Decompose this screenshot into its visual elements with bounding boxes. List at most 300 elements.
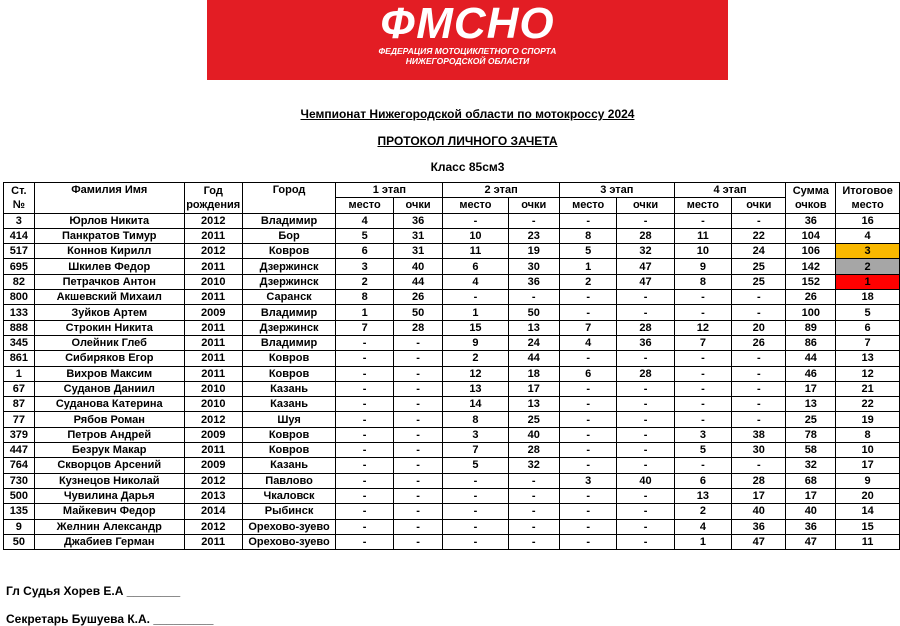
- final-place-cell: 1: [836, 274, 900, 289]
- stage1-points-cell: -: [393, 519, 442, 534]
- birth-year-cell: 2009: [184, 458, 242, 473]
- final-place-header: Итоговое место: [836, 183, 900, 214]
- stage4-points-cell: 40: [732, 504, 786, 519]
- stage1-place-cell: -: [336, 504, 393, 519]
- start-number-cell: 730: [4, 473, 35, 488]
- sum-cell: 26: [786, 290, 836, 305]
- stage3-place-cell: 6: [559, 366, 616, 381]
- table-row: [4, 488, 900, 503]
- stage1-points-cell: -: [393, 351, 442, 366]
- stage1-place-cell: -: [336, 458, 393, 473]
- name-cell: Панкратов Тимур: [34, 228, 184, 243]
- stage4-points-cell: 36: [732, 519, 786, 534]
- start-number-cell: 133: [4, 305, 35, 320]
- name-cell: Петров Андрей: [34, 427, 184, 442]
- city-cell: Казань: [242, 458, 336, 473]
- stage4-points-cell: 20: [732, 320, 786, 335]
- birth-year-cell: 2012: [184, 412, 242, 427]
- start-number-cell: 500: [4, 488, 35, 503]
- city-cell: Владимир: [242, 213, 336, 228]
- stage4-header: 4 этап: [674, 183, 786, 198]
- stage4-points-cell: 30: [732, 443, 786, 458]
- start-number-cell: 517: [4, 244, 35, 259]
- city-cell: Саранск: [242, 290, 336, 305]
- city-cell: Дзержинск: [242, 274, 336, 289]
- final-place-cell: 7: [836, 335, 900, 350]
- birth-year-cell: 2010: [184, 274, 242, 289]
- stage3-place-cell: 7: [559, 320, 616, 335]
- sum-cell: 78: [786, 427, 836, 442]
- stage3-place-cell: -: [559, 351, 616, 366]
- stage2-points-cell: 44: [508, 351, 559, 366]
- stage2-points-cell: 13: [508, 320, 559, 335]
- stage2-place-cell: 12: [443, 366, 508, 381]
- stage3-place-cell: 4: [559, 335, 616, 350]
- stage4-points-cell: 17: [732, 488, 786, 503]
- birth-year-cell: 2011: [184, 366, 242, 381]
- table-row: [4, 351, 900, 366]
- stage4-points-cell: -: [732, 381, 786, 396]
- table-row: [4, 244, 900, 259]
- final-place-cell: 3: [836, 244, 900, 259]
- stage4-points-cell: -: [732, 412, 786, 427]
- city-cell: Ковров: [242, 443, 336, 458]
- stage2-place-cell: 9: [443, 335, 508, 350]
- stage3-place-cell: -: [559, 213, 616, 228]
- stage3-place-cell: -: [559, 427, 616, 442]
- stage1-place-cell: -: [336, 366, 393, 381]
- stage3-points-cell: -: [617, 351, 674, 366]
- final-place-cell: 17: [836, 458, 900, 473]
- birth-year-cell: 2011: [184, 534, 242, 549]
- stage2-points-header: очки: [508, 198, 559, 213]
- table-row: [4, 305, 900, 320]
- city-cell: Орехово-зуево: [242, 519, 336, 534]
- stage1-place-cell: 8: [336, 290, 393, 305]
- stage3-place-cell: -: [559, 534, 616, 549]
- stage1-points-cell: -: [393, 458, 442, 473]
- stage3-place-cell: -: [559, 519, 616, 534]
- stage4-points-cell: 25: [732, 259, 786, 274]
- sum-cell: 68: [786, 473, 836, 488]
- stage4-points-cell: -: [732, 458, 786, 473]
- birth-year-cell: 2012: [184, 473, 242, 488]
- stage3-points-cell: 40: [617, 473, 674, 488]
- stage2-points-cell: 19: [508, 244, 559, 259]
- start-number-cell: 447: [4, 443, 35, 458]
- final-place-cell: 18: [836, 290, 900, 305]
- stage3-place-cell: 8: [559, 228, 616, 243]
- stage2-points-cell: -: [508, 519, 559, 534]
- final-place-cell: 16: [836, 213, 900, 228]
- stage2-place-cell: -: [443, 504, 508, 519]
- stage2-points-cell: -: [508, 504, 559, 519]
- stage4-place-cell: 3: [674, 427, 731, 442]
- name-cell: Петрачков Антон: [34, 274, 184, 289]
- stage3-points-cell: 28: [617, 228, 674, 243]
- sum-cell: 44: [786, 351, 836, 366]
- stage3-place-cell: -: [559, 397, 616, 412]
- stage3-place-cell: -: [559, 412, 616, 427]
- stage4-points-header: очки: [732, 198, 786, 213]
- sum-cell: 25: [786, 412, 836, 427]
- stage1-place-cell: 5: [336, 228, 393, 243]
- stage4-place-cell: 2: [674, 504, 731, 519]
- stage3-place-cell: -: [559, 488, 616, 503]
- birth-year-cell: 2012: [184, 519, 242, 534]
- final-place-cell: 15: [836, 519, 900, 534]
- sum-cell: 36: [786, 519, 836, 534]
- sum-cell: 58: [786, 443, 836, 458]
- stage1-place-cell: -: [336, 351, 393, 366]
- sum-cell: 17: [786, 381, 836, 396]
- stage2-points-cell: -: [508, 473, 559, 488]
- stage1-points-cell: -: [393, 488, 442, 503]
- results-body: [4, 213, 900, 550]
- stage2-place-cell: -: [443, 213, 508, 228]
- stage4-points-cell: -: [732, 397, 786, 412]
- sum-cell: 100: [786, 305, 836, 320]
- stage4-points-cell: -: [732, 351, 786, 366]
- start-number-cell: 1: [4, 366, 35, 381]
- stage4-place-cell: -: [674, 397, 731, 412]
- final-place-cell: 14: [836, 504, 900, 519]
- stage2-points-cell: 23: [508, 228, 559, 243]
- final-place-cell: 9: [836, 473, 900, 488]
- stage1-points-cell: -: [393, 397, 442, 412]
- stage2-place-cell: 13: [443, 381, 508, 396]
- start-number-cell: 764: [4, 458, 35, 473]
- birth-year-cell: 2011: [184, 443, 242, 458]
- final-place-cell: 19: [836, 412, 900, 427]
- start-number-cell: 67: [4, 381, 35, 396]
- sum-cell: 32: [786, 458, 836, 473]
- stage3-points-cell: -: [617, 504, 674, 519]
- stage4-place-header: место: [674, 198, 731, 213]
- stage3-points-cell: 32: [617, 244, 674, 259]
- header-row-1: [4, 183, 900, 198]
- sum-cell: 36: [786, 213, 836, 228]
- table-row: [4, 381, 900, 396]
- table-row: [4, 427, 900, 442]
- name-cell: Майкевич Федор: [34, 504, 184, 519]
- stage4-place-cell: 10: [674, 244, 731, 259]
- stage3-points-cell: 47: [617, 274, 674, 289]
- start-number-cell: 9: [4, 519, 35, 534]
- sum-cell: 104: [786, 228, 836, 243]
- sum-cell: 13: [786, 397, 836, 412]
- birth-year-header: Год рождения: [184, 183, 242, 214]
- championship-title: Чемпионат Нижегородской области по мотокроссу 2024: [300, 107, 635, 121]
- stage3-points-cell: -: [617, 381, 674, 396]
- stage2-place-cell: 7: [443, 443, 508, 458]
- stage2-place-cell: -: [443, 534, 508, 549]
- birth-year-cell: 2012: [184, 213, 242, 228]
- start-number-cell: 695: [4, 259, 35, 274]
- stage1-place-cell: -: [336, 335, 393, 350]
- stage1-points-cell: -: [393, 473, 442, 488]
- stage2-points-cell: 13: [508, 397, 559, 412]
- final-place-cell: 8: [836, 427, 900, 442]
- stage4-place-cell: 7: [674, 335, 731, 350]
- table-row: [4, 213, 900, 228]
- sum-header: Сумма очков: [786, 183, 836, 214]
- sum-cell: 152: [786, 274, 836, 289]
- stage3-place-cell: -: [559, 443, 616, 458]
- stage4-place-cell: -: [674, 305, 731, 320]
- federation-logo: ФМСНО: [380, 0, 555, 48]
- final-place-cell: 13: [836, 351, 900, 366]
- birth-year-cell: 2011: [184, 259, 242, 274]
- stage1-points-cell: -: [393, 534, 442, 549]
- final-place-cell: 20: [836, 488, 900, 503]
- stage4-points-cell: 47: [732, 534, 786, 549]
- start-number-cell: 135: [4, 504, 35, 519]
- stage2-place-cell: 3: [443, 427, 508, 442]
- name-cell: Вихров Максим: [34, 366, 184, 381]
- sum-cell: 46: [786, 366, 836, 381]
- name-cell: Строкин Никита: [34, 320, 184, 335]
- table-row: [4, 290, 900, 305]
- birth-year-cell: 2009: [184, 305, 242, 320]
- stage1-place-cell: 6: [336, 244, 393, 259]
- stage4-place-cell: 4: [674, 519, 731, 534]
- final-place-cell: 21: [836, 381, 900, 396]
- stage3-points-cell: 28: [617, 366, 674, 381]
- stage2-place-cell: 15: [443, 320, 508, 335]
- org-name-line2: НИЖЕГОРОДСКОЙ ОБЛАСТИ: [405, 56, 530, 66]
- stage4-place-cell: -: [674, 213, 731, 228]
- stage1-points-cell: -: [393, 366, 442, 381]
- stage4-place-cell: 1: [674, 534, 731, 549]
- stage4-points-cell: 26: [732, 335, 786, 350]
- stage3-points-cell: 36: [617, 335, 674, 350]
- city-cell: Ковров: [242, 366, 336, 381]
- name-cell: Рябов Роман: [34, 412, 184, 427]
- stage2-points-cell: 30: [508, 259, 559, 274]
- stage2-place-cell: -: [443, 488, 508, 503]
- start-number-cell: 3: [4, 213, 35, 228]
- name-cell: Безрук Макар: [34, 443, 184, 458]
- stage2-points-cell: 36: [508, 274, 559, 289]
- final-place-cell: 6: [836, 320, 900, 335]
- stage3-points-cell: -: [617, 397, 674, 412]
- stage2-place-cell: 5: [443, 458, 508, 473]
- stage4-points-cell: -: [732, 305, 786, 320]
- stage1-points-header: очки: [393, 198, 442, 213]
- stage3-place-cell: -: [559, 381, 616, 396]
- name-cell: Акшевский Михаил: [34, 290, 184, 305]
- name-header: Фамилия Имя: [34, 183, 184, 214]
- birth-year-cell: 2013: [184, 488, 242, 503]
- stage2-points-cell: 17: [508, 381, 559, 396]
- city-cell: Дзержинск: [242, 320, 336, 335]
- stage4-points-cell: -: [732, 366, 786, 381]
- city-cell: Орехово-зуево: [242, 534, 336, 549]
- table-row: [4, 519, 900, 534]
- table-row: [4, 458, 900, 473]
- sum-cell: 142: [786, 259, 836, 274]
- stage4-place-cell: -: [674, 412, 731, 427]
- stage3-points-header: очки: [617, 198, 674, 213]
- stage2-place-cell: 2: [443, 351, 508, 366]
- birth-year-cell: 2010: [184, 397, 242, 412]
- stage1-place-cell: -: [336, 443, 393, 458]
- city-cell: Казань: [242, 381, 336, 396]
- name-cell: Скворцов Арсений: [34, 458, 184, 473]
- stage3-place-cell: 1: [559, 259, 616, 274]
- name-cell: Зуйков Артем: [34, 305, 184, 320]
- stage2-points-cell: 28: [508, 443, 559, 458]
- stage4-place-cell: -: [674, 381, 731, 396]
- stage3-points-cell: 47: [617, 259, 674, 274]
- stage3-place-cell: 5: [559, 244, 616, 259]
- stage3-place-cell: 2: [559, 274, 616, 289]
- stage2-place-cell: 14: [443, 397, 508, 412]
- name-cell: Юрлов Никита: [34, 213, 184, 228]
- city-cell: Шуя: [242, 412, 336, 427]
- table-row: [4, 320, 900, 335]
- birth-year-cell: 2009: [184, 427, 242, 442]
- start-number-cell: 800: [4, 290, 35, 305]
- stage4-points-cell: -: [732, 290, 786, 305]
- start-number-cell: 414: [4, 228, 35, 243]
- birth-year-cell: 2011: [184, 228, 242, 243]
- stage1-points-cell: 26: [393, 290, 442, 305]
- final-place-cell: 11: [836, 534, 900, 549]
- stage4-place-cell: -: [674, 458, 731, 473]
- table-row: [4, 397, 900, 412]
- stage1-points-cell: -: [393, 381, 442, 396]
- final-place-cell: 5: [836, 305, 900, 320]
- stage4-points-cell: 38: [732, 427, 786, 442]
- stage1-place-cell: 7: [336, 320, 393, 335]
- stage3-points-cell: -: [617, 519, 674, 534]
- stage1-points-cell: 50: [393, 305, 442, 320]
- stage2-points-cell: -: [508, 290, 559, 305]
- stage1-points-cell: 31: [393, 228, 442, 243]
- stage2-points-cell: -: [508, 488, 559, 503]
- final-place-cell: 10: [836, 443, 900, 458]
- stage3-place-cell: -: [559, 458, 616, 473]
- birth-year-cell: 2011: [184, 335, 242, 350]
- stage4-place-cell: -: [674, 366, 731, 381]
- start-number-cell: 345: [4, 335, 35, 350]
- stage2-points-cell: 40: [508, 427, 559, 442]
- stage2-place-cell: 4: [443, 274, 508, 289]
- city-cell: Бор: [242, 228, 336, 243]
- start-number-cell: 861: [4, 351, 35, 366]
- start-number-cell: 82: [4, 274, 35, 289]
- city-header: Город: [242, 183, 336, 214]
- stage2-place-cell: 1: [443, 305, 508, 320]
- stage1-place-cell: -: [336, 488, 393, 503]
- table-row: [4, 534, 900, 549]
- name-cell: Коннов Кирилл: [34, 244, 184, 259]
- final-place-cell: 12: [836, 366, 900, 381]
- sum-cell: 106: [786, 244, 836, 259]
- stage1-points-cell: -: [393, 427, 442, 442]
- stage2-points-cell: 50: [508, 305, 559, 320]
- city-cell: Павлово: [242, 473, 336, 488]
- stage4-place-cell: -: [674, 351, 731, 366]
- stage3-points-cell: -: [617, 427, 674, 442]
- birth-year-cell: 2010: [184, 381, 242, 396]
- stage3-place-cell: -: [559, 504, 616, 519]
- name-cell: Джабиев Герман: [34, 534, 184, 549]
- stage2-place-cell: 6: [443, 259, 508, 274]
- city-cell: Чкаловск: [242, 488, 336, 503]
- sum-cell: 89: [786, 320, 836, 335]
- name-cell: Олейник Глеб: [34, 335, 184, 350]
- start-number-header: Ст. №: [4, 183, 35, 214]
- birth-year-cell: 2011: [184, 351, 242, 366]
- stage2-points-cell: -: [508, 213, 559, 228]
- stage4-place-cell: 8: [674, 274, 731, 289]
- birth-year-cell: 2011: [184, 290, 242, 305]
- stage4-points-cell: 25: [732, 274, 786, 289]
- start-number-cell: 888: [4, 320, 35, 335]
- table-row: [4, 443, 900, 458]
- stage3-place-header: место: [559, 198, 616, 213]
- name-cell: Чувилина Дарья: [34, 488, 184, 503]
- birth-year-cell: 2012: [184, 244, 242, 259]
- final-place-cell: 2: [836, 259, 900, 274]
- stage4-points-cell: 28: [732, 473, 786, 488]
- stage3-header: 3 этап: [559, 183, 674, 198]
- sum-cell: 47: [786, 534, 836, 549]
- birth-year-cell: 2014: [184, 504, 242, 519]
- start-number-cell: 77: [4, 412, 35, 427]
- stage1-place-cell: -: [336, 427, 393, 442]
- stage2-place-cell: 10: [443, 228, 508, 243]
- table-row: [4, 504, 900, 519]
- stage1-place-cell: 2: [336, 274, 393, 289]
- sum-cell: 86: [786, 335, 836, 350]
- stage4-points-cell: 22: [732, 228, 786, 243]
- start-number-cell: 379: [4, 427, 35, 442]
- stage3-place-cell: -: [559, 290, 616, 305]
- city-cell: Владимир: [242, 335, 336, 350]
- stage1-place-cell: -: [336, 519, 393, 534]
- stage2-place-cell: 11: [443, 244, 508, 259]
- federation-banner: [207, 0, 728, 80]
- name-cell: Желнин Александр: [34, 519, 184, 534]
- stage2-points-cell: 24: [508, 335, 559, 350]
- stage4-place-cell: 11: [674, 228, 731, 243]
- stage2-place-header: место: [443, 198, 508, 213]
- stage1-points-cell: -: [393, 335, 442, 350]
- table-row: [4, 473, 900, 488]
- start-number-cell: 50: [4, 534, 35, 549]
- protocol-title: ПРОТОКОЛ ЛИЧНОГО ЗАЧЕТА: [377, 134, 558, 148]
- stage4-points-cell: 24: [732, 244, 786, 259]
- stage1-points-cell: -: [393, 504, 442, 519]
- table-row: [4, 259, 900, 274]
- stage2-points-cell: -: [508, 534, 559, 549]
- name-cell: Суданова Катерина: [34, 397, 184, 412]
- city-cell: Ковров: [242, 427, 336, 442]
- stage1-place-cell: -: [336, 412, 393, 427]
- city-cell: Ковров: [242, 244, 336, 259]
- stage1-points-cell: 31: [393, 244, 442, 259]
- city-cell: Ковров: [242, 351, 336, 366]
- stage1-points-cell: 40: [393, 259, 442, 274]
- name-cell: Сибиряков Егор: [34, 351, 184, 366]
- stage1-header: 1 этап: [336, 183, 443, 198]
- city-cell: Рыбинск: [242, 504, 336, 519]
- table-row: [4, 335, 900, 350]
